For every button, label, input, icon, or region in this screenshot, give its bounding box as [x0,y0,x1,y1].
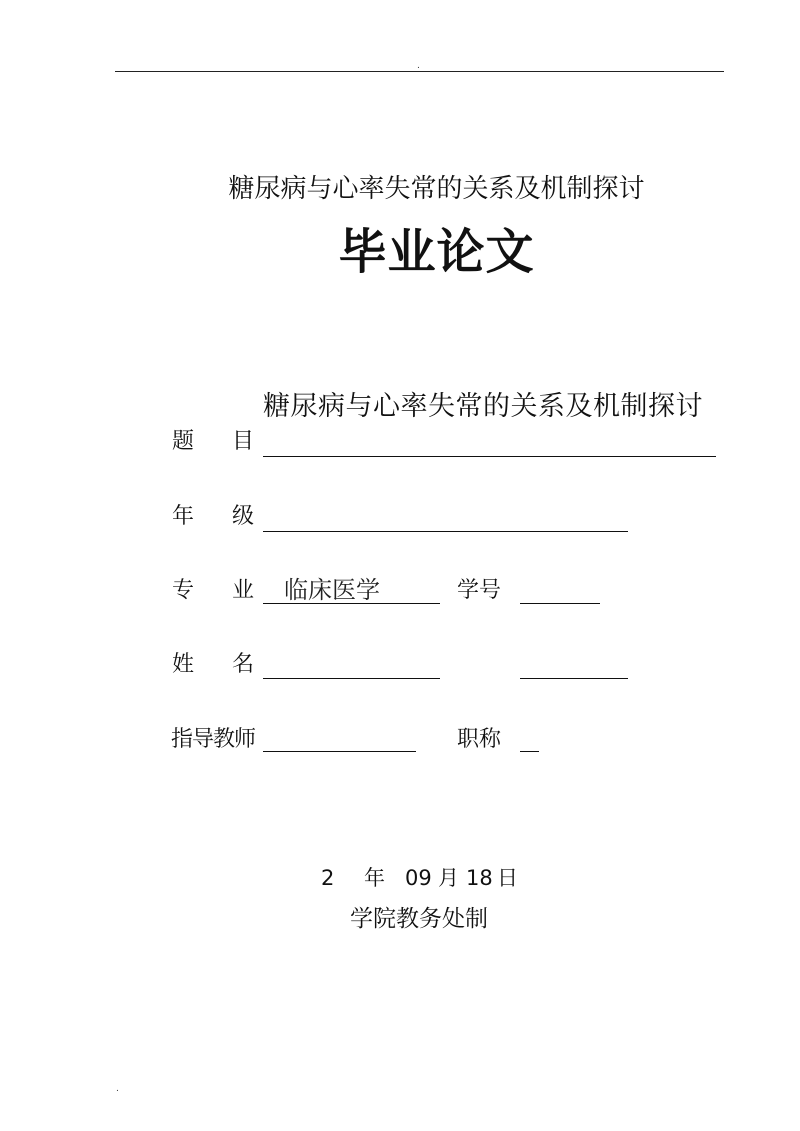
date-day-unit: 日 [497,866,518,890]
grade-label-char-1: 年 [172,504,195,529]
footer-dot: . [116,1084,119,1094]
issuing-office: 学院教务处制 [350,906,488,932]
name-label-char-2: 名 [232,652,255,677]
date-day: 18 [466,866,493,890]
topic-value[interactable]: 糖尿病与心率失常的关系及机制探讨 [263,391,703,422]
student-id-label: 学号 [457,578,502,603]
student-id-underline [520,603,600,604]
major-underline [263,603,440,604]
major-label-char-2: 业 [232,578,255,603]
header-rule [115,71,724,72]
professional-title-underline [520,751,539,752]
grade-underline [263,531,628,532]
advisor-underline [263,751,416,752]
name-underline [263,678,440,679]
topic-underline [263,456,716,457]
name-label-char-1: 姓 [172,652,195,677]
grade-label-char-2: 级 [232,504,255,529]
topic-label-char-2: 目 [232,429,255,454]
major-label-char-1: 专 [172,578,195,603]
advisor-label: 指导教师 [171,727,256,752]
major-value[interactable]: 临床医学 [284,576,380,604]
thesis-subtitle: 糖尿病与心率失常的关系及机制探讨 [228,174,645,204]
date-year: 2 [321,866,335,890]
professional-title-label: 职称 [457,727,502,752]
date-month-unit: 月 [438,866,459,890]
date-month: 09 [405,866,432,890]
header-dot: . [417,61,420,71]
thesis-main-title: 毕业论文 [338,224,535,280]
topic-label-char-1: 题 [172,429,195,454]
extra-underline [520,678,628,679]
date-year-unit: 年 [364,866,385,890]
